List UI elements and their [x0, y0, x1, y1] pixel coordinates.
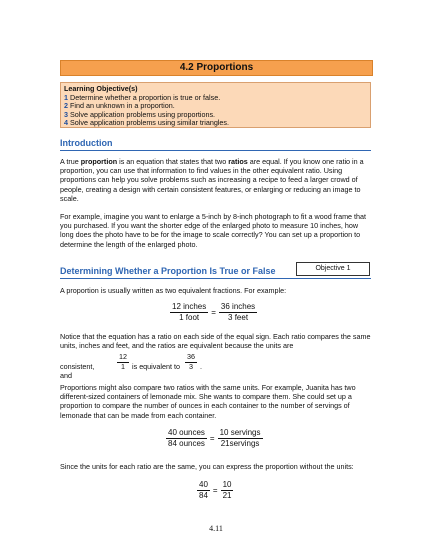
introduction-heading: Introduction [60, 138, 113, 148]
section-divider [60, 150, 371, 151]
objective-item: 4 Solve application problems using similar triangles. [64, 118, 229, 128]
learning-objectives-box [60, 82, 371, 128]
section-paragraph-3: Proportions might also compare two ratios with the same units. For example, Juanita has two different-sized containers of lemonade mix. She wants to compare them. She could set up a proportion to compare the number of ounces in each container to the number of servings of lemonade that can be made from each container. [60, 383, 356, 420]
section-paragraph-1: A proportion is usually written as two equivalent fractions. For example: [60, 286, 287, 295]
section-divider [60, 278, 371, 279]
fraction-12-over-1: $\frac{12}{1}$ [119, 352, 127, 371]
section-paragraph-2: Notice that the equation has a ratio on each side of the equal sign. Each ratio compares the same units, inches and feet, and the ratios are equivalent because the units are [60, 332, 371, 351]
intro-paragraph-2: For example, imagine you want to enlarge a 5-inch by 8-inch photograph to fit a wood frame that you purchased. If you want the shorter edge of the enlarged photo to measure 10 inches, how long does the photo have to be for the image to scale correctly? You can set up a proportion to determine the length of the enlarged photo. [60, 212, 367, 249]
objective-item: 1 Determine whether a proportion is true or false. [64, 92, 221, 102]
page-number: 4.11 [209, 524, 223, 533]
equivalent-text: is equivalent to [132, 362, 180, 371]
section-paragraph-4: Since the units for each ratio are the same, you can express the proportion without the units: [60, 462, 354, 471]
fraction-36-over-3: $\frac{36}{3}$ [187, 352, 195, 371]
section-heading: Determining Whether a Proportion Is True or False [60, 266, 276, 276]
consistent-text: consistent, and [60, 362, 95, 381]
period-text: . [200, 362, 202, 371]
equation-ounces-servings: $\frac{\text{40 ounces}}{\text{84 ounces}}$ = $\frac{\text{10 servings}}{\text{21servings}}$ [168, 428, 261, 448]
intro-paragraph-1: A true proportion is an equation that states that two ratios are equal. If you know one ratio in a proportion, you can use that information to find values in the other equivalent ratio. Using proportions can help you solve problems such as increasing a recipe to feed a larger crowd of people, creating a design with certain consistent features, or enlarging or reducing an image to scale. [60, 157, 364, 203]
chapter-title: 4.2 Proportions [60, 60, 373, 76]
objective-item: 2 Find an unknown in a proportion. [64, 101, 175, 111]
objective-item: 3 Solve application problems using proportions. [64, 109, 216, 119]
objectives-heading: Learning Objective(s) [64, 84, 138, 93]
objective-tag: Objective 1 [296, 262, 370, 276]
equation-inches-feet: $\frac{\text{12 inches}}{\text{1 foot}}$ = $\frac{\text{36 inches}}{\text{3 feet}}$ [172, 302, 256, 322]
equation-numbers: $\frac{40}{84}$ = $\frac{10}{21}$ [199, 480, 232, 500]
